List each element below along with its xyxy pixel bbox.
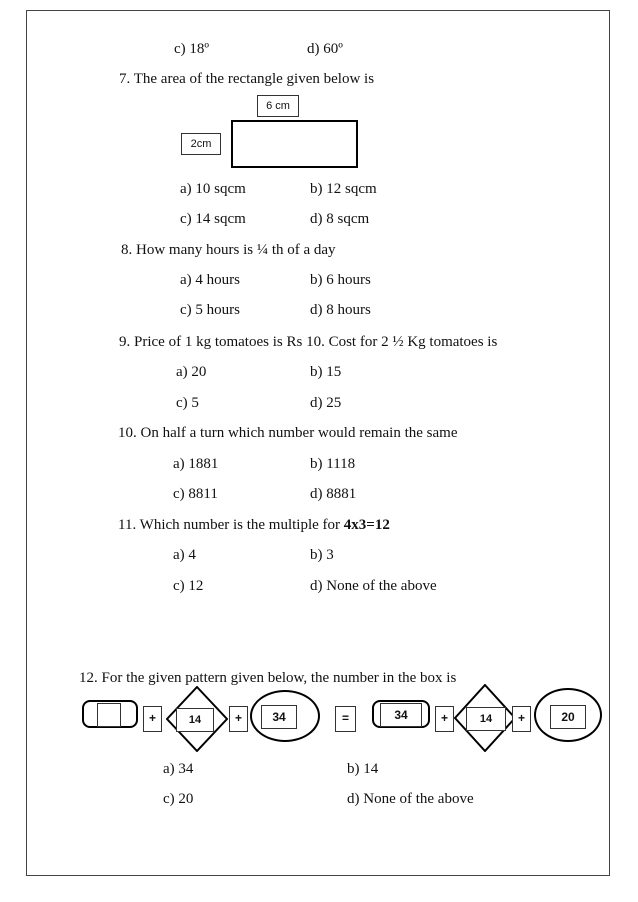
q8-question: 8. How many hours is ¼ th of a day (121, 242, 336, 258)
q8-option-c[interactable]: c) 5 hours (180, 302, 240, 318)
q10-option-b[interactable]: b) 1118 (310, 456, 356, 472)
q8-option-a[interactable]: a) 4 hours (180, 272, 240, 288)
q7-option-b[interactable]: b) 12 sqcm (310, 181, 377, 197)
pattern-left-plus-2: + (229, 706, 248, 732)
pattern-right-plus-2: + (512, 706, 531, 732)
q12-option-b[interactable]: b) 14 (347, 761, 379, 777)
q8-option-b[interactable]: b) 6 hours (310, 272, 371, 288)
q7-question: 7. The area of the rectangle given below is (119, 71, 375, 87)
q6-option-c[interactable]: c) 18º (174, 41, 210, 57)
rect-width-label: 6 cm (257, 95, 299, 117)
q11-question: 11. Which number is the multiple for 4x3=12 (118, 517, 390, 533)
q6-option-d[interactable]: d) 60º (307, 41, 343, 57)
q9-option-a[interactable]: a) 20 (176, 364, 207, 380)
pattern-right-diamond-value: 14 (466, 707, 506, 731)
q11-option-c[interactable]: c) 12 (173, 578, 204, 594)
pattern-equals: = (335, 706, 356, 732)
q12-option-a[interactable]: a) 34 (163, 761, 194, 777)
pattern-right-circle-value: 20 (550, 705, 586, 729)
q11-equation: 4x3=12 (343, 517, 390, 533)
rectangle-figure (231, 120, 358, 168)
q10-option-d[interactable]: d) 8881 (310, 486, 357, 502)
q10-option-c[interactable]: c) 8811 (173, 486, 218, 502)
pattern-left-diamond-value: 14 (176, 708, 214, 732)
q9-option-c[interactable]: c) 5 (176, 395, 199, 411)
q10-question: 10. On half a turn which number would remain the same (118, 425, 458, 441)
q11-option-d[interactable]: d) None of the above (310, 578, 437, 594)
q11-option-a[interactable]: a) 4 (173, 547, 196, 563)
q7-option-c[interactable]: c) 14 sqcm (180, 211, 246, 227)
rect-height-label: 2cm (181, 133, 221, 155)
q9-option-b[interactable]: b) 15 (310, 364, 342, 380)
pattern-right-box-value: 34 (380, 703, 422, 727)
q9-option-d[interactable]: d) 25 (310, 395, 342, 411)
q7-option-a[interactable]: a) 10 sqcm (180, 181, 246, 197)
q12-option-c[interactable]: c) 20 (163, 791, 194, 807)
pattern-left-circle-value: 34 (261, 705, 297, 729)
q12-question: 12. For the given pattern given below, the number in the box is (79, 670, 457, 686)
pattern-answer-box[interactable] (97, 703, 121, 727)
q7-option-d[interactable]: d) 8 sqcm (310, 211, 370, 227)
q8-option-d[interactable]: d) 8 hours (310, 302, 371, 318)
q11-option-b[interactable]: b) 3 (310, 547, 334, 563)
q10-option-a[interactable]: a) 1881 (173, 456, 219, 472)
pattern-left-plus-1: + (143, 706, 162, 732)
q9-question: 9. Price of 1 kg tomatoes is Rs 10. Cost for 2 ½ Kg tomatoes is (119, 334, 498, 350)
pattern-right-plus-1: + (435, 706, 454, 732)
q12-option-d[interactable]: d) None of the above (347, 791, 474, 807)
